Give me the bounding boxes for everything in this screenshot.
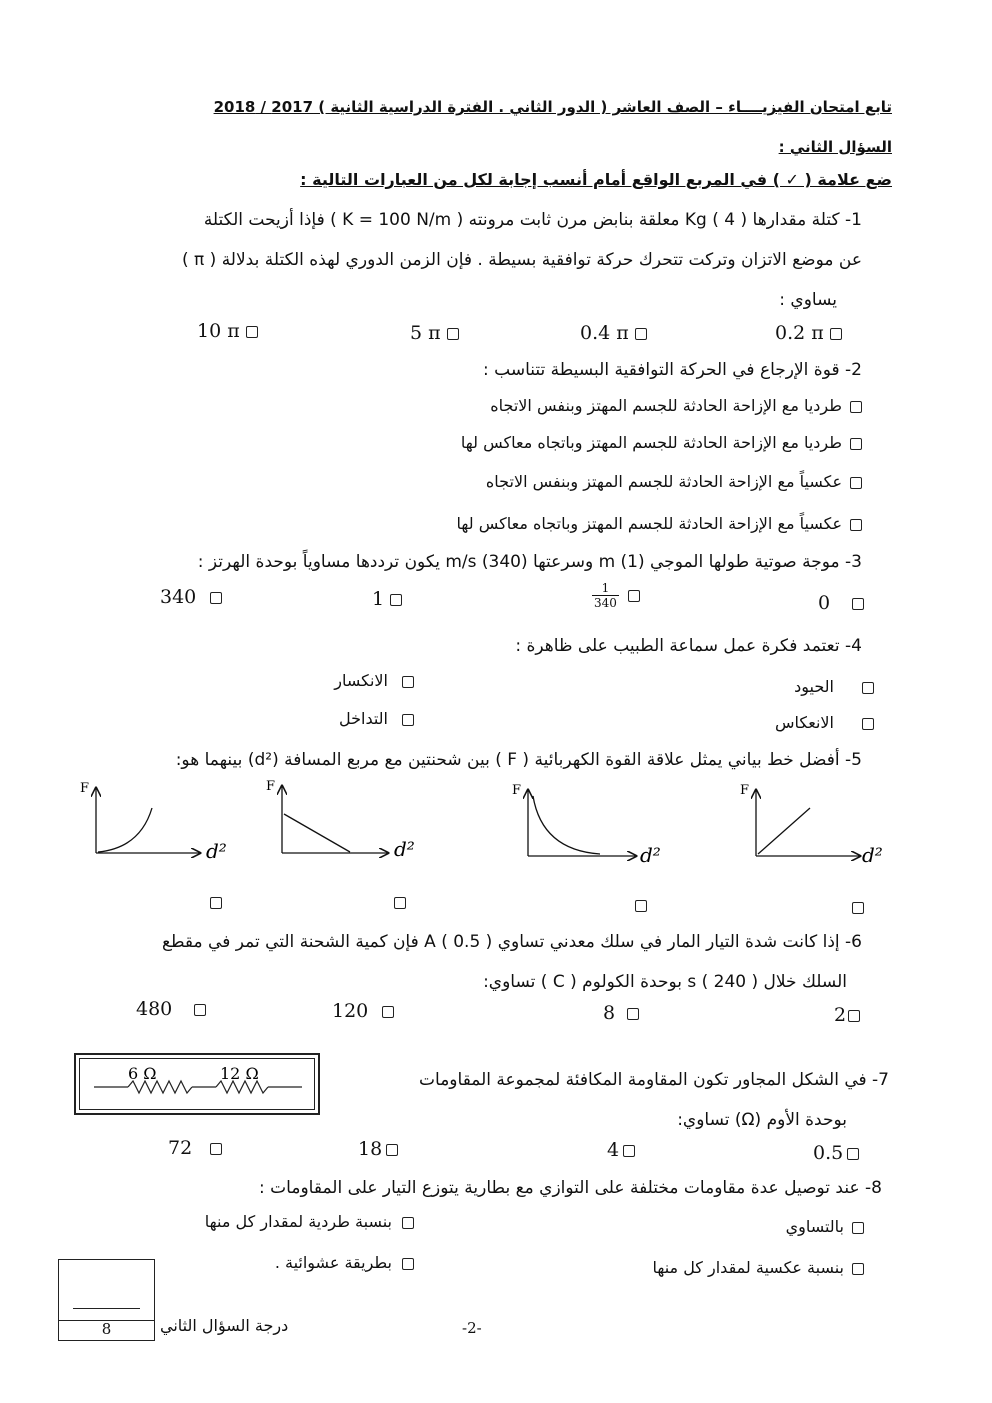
q7-option-1[interactable]: 4 [607, 1139, 635, 1161]
axis-y-label: F [512, 783, 522, 798]
q6-option-1[interactable]: 8 [603, 1002, 639, 1024]
q7-option-3[interactable]: 72 [168, 1137, 222, 1159]
q1-line1: 1- كتلة مقدارها Kg ( 4 ) معلقة بنابض مرن ثابت مرونته ( K = 100 N/m ) فإذا أزيحت الكتلة [203, 210, 862, 230]
section-instruction: ضع علامة ( ✓ ) في المربع الواقع أمام أنسب إجابة لكل من العبارات التالية : [300, 170, 892, 189]
graph-option-a [80, 781, 227, 863]
q1-option-2[interactable]: 5 π [410, 322, 459, 344]
q5-graphs [0, 770, 992, 930]
q1-option-1[interactable]: 0.4 π [580, 322, 647, 344]
q1-option-3[interactable]: 10 π [197, 320, 258, 342]
q6-option-2[interactable]: 120 [332, 1000, 394, 1022]
checkbox[interactable] [402, 714, 414, 726]
checkbox[interactable] [850, 519, 862, 531]
axis-y-label: F [80, 781, 90, 796]
q4-option-2[interactable]: الانعكاس [775, 713, 874, 732]
checkbox[interactable] [862, 682, 874, 694]
checkbox[interactable] [852, 1263, 864, 1275]
grade-label: درجة السؤال الثاني [160, 1316, 289, 1335]
checkbox[interactable] [402, 676, 414, 688]
axis-x-label: d² [206, 839, 227, 863]
q5-stem: 5- أفضل خط بياني يمثل علاقة القوة الكهربائية ( F ) بين شحنتين مع مربع المسافة (d²) بينهما هو: [175, 750, 862, 770]
q3-option-1[interactable] [592, 581, 640, 610]
checkbox[interactable] [862, 718, 874, 730]
q8-option-0[interactable]: بالتساوي [786, 1217, 864, 1236]
q5-checkbox-a[interactable] [210, 897, 222, 909]
q6-option-3[interactable]: 480 [136, 998, 206, 1020]
checkbox[interactable] [847, 1148, 859, 1160]
checkbox[interactable] [390, 594, 402, 606]
q7-option-0[interactable]: 0.5 [813, 1142, 859, 1164]
checkbox[interactable] [848, 1010, 860, 1022]
q1-line2: عن موضع الاتزان وتركت تتحرك حركة توافقية بسيطة . فإن الزمن الدوري لهذه الكتلة بدلالة ( π ) [181, 250, 862, 270]
q2-option-3[interactable]: عكسياً مع الإزاحة الحادثة للجسم المهتز وباتجاه معاكس لها [457, 514, 862, 533]
q4-option-1[interactable]: الانكسار [334, 671, 414, 690]
axis-x-label: d² [394, 837, 415, 861]
checkbox[interactable] [382, 1006, 394, 1018]
checkbox[interactable] [852, 598, 864, 610]
resistor-6-label: 6 Ω [128, 1064, 157, 1083]
q2-stem: 2- قوة الإرجاع في الحركة التوافقية البسيطة تتناسب : [483, 360, 862, 380]
q5-checkbox-c[interactable] [635, 900, 647, 912]
checkbox[interactable] [402, 1258, 414, 1270]
grade-value: 8 [101, 1320, 112, 1338]
q4-option-3[interactable]: التداخل [339, 709, 414, 728]
graph-option-d [740, 783, 883, 867]
checkbox[interactable] [830, 328, 842, 340]
q8-option-1[interactable]: بنسبة طردية لمقدار كل منها [205, 1212, 414, 1231]
resistor-diagram [74, 1053, 320, 1115]
checkbox[interactable] [623, 1145, 635, 1157]
q3-option-3[interactable]: 340 [160, 586, 222, 608]
checkbox[interactable] [402, 1217, 414, 1229]
checkbox[interactable] [850, 438, 862, 450]
checkbox[interactable] [447, 328, 459, 340]
q7-line1: 7- في الشكل المجاور تكون المقاومة المكافئة لمجموعة المقاومات [419, 1070, 889, 1090]
checkbox[interactable] [628, 590, 640, 602]
q5-checkbox-b[interactable] [394, 897, 406, 909]
checkbox[interactable] [635, 328, 647, 340]
q1-line3: يساوي : [779, 290, 837, 310]
grade-box [58, 1259, 155, 1341]
checkbox[interactable] [210, 592, 222, 604]
checkbox[interactable] [627, 1008, 639, 1020]
axis-x-label: d² [640, 843, 661, 867]
q3-option-2[interactable]: 1 [372, 588, 402, 610]
axis-y-label: F [740, 783, 750, 798]
checkbox[interactable] [850, 401, 862, 413]
checkbox[interactable] [850, 477, 862, 489]
q6-line2: السلك خلال s ( 240 ) بوحدة الكولوم ( C ) تساوي: [483, 972, 847, 992]
page-number: -2- [462, 1319, 482, 1337]
checkbox[interactable] [852, 1222, 864, 1234]
checkbox[interactable] [246, 326, 258, 338]
q3-stem: 3- موجة صوتية طولها الموجي m (1) وسرعتها m/s (340) يكون ترددها مساوياً بوحدة الهرتز : [197, 552, 862, 572]
graph-option-b [266, 779, 415, 861]
q7-option-2[interactable]: 18 [358, 1138, 398, 1160]
q4-stem: 4- تعتمد فكرة عمل سماعة الطبيب على ظاهرة : [515, 636, 862, 656]
checkbox[interactable] [210, 1143, 222, 1155]
q1-option-0[interactable]: 0.2 π [775, 322, 842, 344]
q5-checkbox-d[interactable] [852, 902, 864, 914]
q8-option-3[interactable]: بطريقة عشوائية . [275, 1253, 414, 1272]
checkbox[interactable] [194, 1004, 206, 1016]
exam-header [214, 98, 892, 116]
q7-line2: بوحدة الأوم (Ω) تساوي: [677, 1110, 847, 1130]
axis-x-label: d² [862, 843, 883, 867]
header-title: تابع امتحان الفيزيــــاء – الصف العاشر ( الدور الثاني . الفترة الدراسية الثانية ) 2017 / 2018 [213, 98, 892, 116]
fraction-denominator: 340 [594, 596, 617, 610]
checkbox[interactable] [386, 1144, 398, 1156]
q2-option-0[interactable]: طرديا مع الإزاحة الحادثة للجسم المهتز وبنفس الاتجاه [490, 396, 862, 415]
resistor-12-label: 12 Ω [220, 1064, 259, 1083]
q2-option-1[interactable]: طرديا مع الإزاحة الحادثة للجسم المهتز وباتجاه معاكس لها [461, 433, 862, 452]
q8-option-2[interactable]: بنسبة عكسية لمقدار كل منها [652, 1258, 864, 1277]
axis-y-label: F [266, 779, 276, 794]
graph-option-c [512, 783, 661, 867]
q3-option-0[interactable]: 0 [818, 592, 864, 614]
q6-option-0[interactable]: 2 [834, 1004, 860, 1026]
q6-line1: 6- إذا كانت شدة التيار المار في سلك معدني تساوي A ( 0.5 ) فإن كمية الشحنة التي تمر في مقطع [161, 932, 862, 952]
fraction-numerator: 1 [592, 581, 619, 596]
q4-option-0[interactable]: الحيود [794, 677, 874, 696]
section-title: السؤال الثاني : [778, 138, 892, 156]
q8-stem: 8- عند توصيل عدة مقاومات مختلفة على التوازي مع بطارية يتوزع التيار على المقاومات : [259, 1178, 882, 1198]
q2-option-2[interactable]: عكسياً مع الإزاحة الحادثة للجسم المهتز وبنفس الاتجاه [486, 472, 862, 491]
